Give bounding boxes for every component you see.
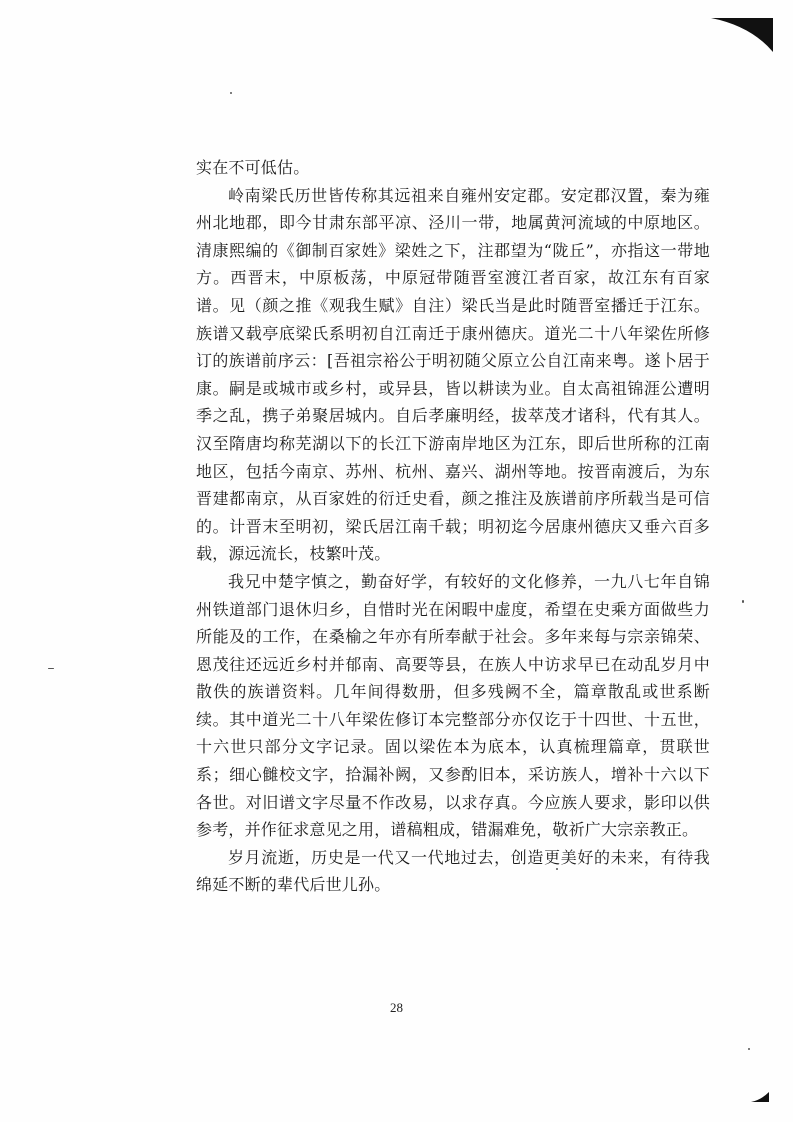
- scan-speck: [556, 868, 558, 870]
- scan-speck: [742, 600, 744, 603]
- paragraph-1: 实在不可低估。: [196, 158, 310, 177]
- page-number: 28: [390, 1000, 403, 1015]
- scan-speck: [748, 1048, 750, 1050]
- paragraph-4: 岁月流逝，历史是一代又一代地过去，创造更美好的未来，有待我绵延不断的辈代后世儿孙。: [196, 847, 710, 895]
- document-body: [196, 154, 710, 899]
- scan-corner-mark: [711, 18, 773, 52]
- scan-edge-mark: [751, 1092, 769, 1102]
- paragraph-2: 岭南梁氏历世皆传称其远祖来自雍州安定郡。安定郡汉置，秦为雍州北地郡，即今甘肃东部平凉、泾川一带，地属黄河流域的中原地区。清康熙编的《御制百家姓》梁姓之下，注郡望为“陇丘”，亦指这一带地方。西晋末，中原板荡，中原冠带随晋室渡江者百家，故江东有百家谱。见（颜之推《观我生赋》自注）梁氏当是此时随晋室播迁于江东。族谱又载亭底梁氏系明初自江南迁于康州德庆。道光二十八年梁佐所修订的族谱前序云：[吾祖宗裕公于明初随父原立公自江南来粤。遂卜居于康。嗣是或城市或乡村，或异县，皆以耕读为业。自太高祖锦涯公遭明季之乱，携子弟聚居城内。自后孝廉明经，拔萃茂才诸科，代有其人。汉至隋唐均称芜湖以下的长江下游南岸地区为江东，即后世所称的江南地区，包括今南京、苏州、杭州、嘉兴、湖州等地。按晋南渡后，为东晋建都南京，从百家姓的衍迁史看，颜之推注及族谱前序所载当是可信的。计晋末至明初，梁氏居江南千载；明初迄今居康州德庆又垂六百多载，源远流长，枝繁叶茂。: [196, 185, 710, 564]
- paragraph-3: 我兄中楚字慎之，勤奋好学，有较好的文化修养，一九八七年自锦州铁道部门退休归乡，自惜时光在闲暇中虚度，希望在史乘方面做些力所能及的工作，在桑榆之年亦有所奉献于社会。多年来每与宗亲锦荣、恩茂往还远近乡村并郁南、高要等县，在族人中访求早已在动乱岁月中散佚的族谱资料。几年间得数册，但多残阙不全，篇章散乱或世系断续。其中道光二十八年梁佐修订本完整部分亦仅讫于十四世、十五世，十六世只部分文字记录。固以梁佐本为底本，认真梳理篇章，贯联世系；细心雠校文字，拾漏补阙，又参酌旧本，采访族人，增补十六以下各世。对旧谱文字尽量不作改易，以求存真。今应族人要求，影印以供参考，并作征求意见之用，谱稿粗成，错漏难免，敬祈广大宗亲教正。: [196, 571, 710, 840]
- scan-speck: [230, 92, 232, 94]
- scan-speck: [48, 668, 54, 669]
